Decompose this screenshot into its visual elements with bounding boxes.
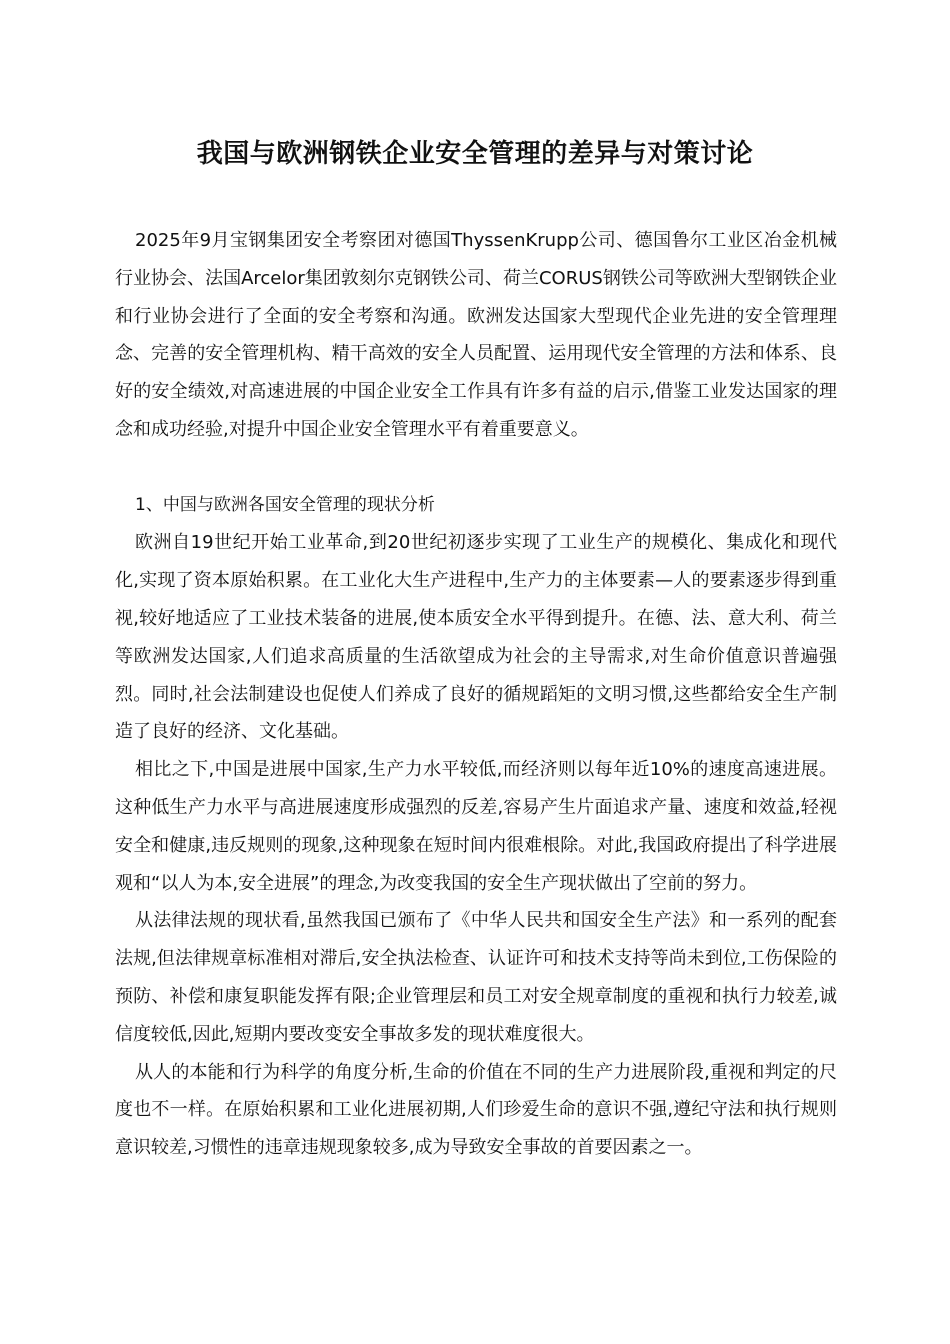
section-heading: 1、中国与欧洲各国安全管理的现状分析 xyxy=(135,494,435,515)
body-paragraph: 从法律法规的现状看,虽然我国已颁布了《中华人民共和国安全生产法》和一系列的配套法规,但法律规章标准相对滞后,安全执法检查、认证许可和技术支持等尚未到位,工伤保险的预防、补偿和康复职能发挥有限;企业管理层和员工对安全规章制度的重视和执行力较差,诚信度较低,因此,短期内要改变安全事故多发的现状难度很大。 xyxy=(115,910,837,1045)
document-title: 我国与欧洲钢铁企业安全管理的差异与对策讨论 xyxy=(196,139,754,169)
document-body xyxy=(115,222,837,1167)
body-paragraph: 相比之下,中国是进展中国家,生产力水平较低,而经济则以每年近10%的速度高速进展。这种低生产力水平与高进展速度形成强烈的反差,容易产生片面追求产量、速度和效益,轻视安全和健康,违反规则的现象,这种现象在短时间内很难根除。对此,我国政府提出了科学进展观和“以人为本,安全进展”的理念,为改变我国的安全生产现状做出了空前的努力。 xyxy=(115,759,837,894)
body-paragraph: 欧洲自19世纪开始工业革命,到20世纪初逐步实现了工业生产的规模化、集成化和现代化,实现了资本原始积累。在工业化大生产进程中,生产力的主体要素—人的要素逐步得到重视,较好地适应了工业技术装备的进展,使本质安全水平得到提升。在德、法、意大利、荷兰等欧洲发达国家,人们追求高质量的生活欲望成为社会的主导需求,对生命价值意识普遍强烈。同时,社会法制建设也促使人们养成了良好的循规蹈矩的文明习惯,这些都给安全生产制造了良好的经济、文化基础。 xyxy=(115,532,837,743)
intro-paragraph: 2025年9月宝钢集团安全考察团对德国ThyssenKrupp公司、德国鲁尔工业区冶金机械行业协会、法国Arcelor集团敦刻尔克钢铁公司、荷兰CORUS钢铁公司等欧洲大型钢铁企业和行业协会进行了全面的安全考察和沟通。欧洲发达国家大型现代企业先进的安全管理理念、完善的安全管理机构、精干高效的安全人员配置、运用现代安全管理的方法和体系、良好的安全绩效,对高速进展的中国企业安全工作具有许多有益的启示,借鉴工业发达国家的理念和成功经验,对提升中国企业安全管理水平有着重要意义。 xyxy=(115,230,837,440)
body-paragraph: 从人的本能和行为科学的角度分析,生命的价值在不同的生产力进展阶段,重视和判定的尺度也不一样。在原始积累和工业化进展初期,人们珍爱生命的意识不强,遵纪守法和执行规则意识较差,习惯性的违章违规现象较多,成为导致安全事故的首要因素之一。 xyxy=(115,1061,837,1159)
paragraph-gap xyxy=(115,449,837,487)
